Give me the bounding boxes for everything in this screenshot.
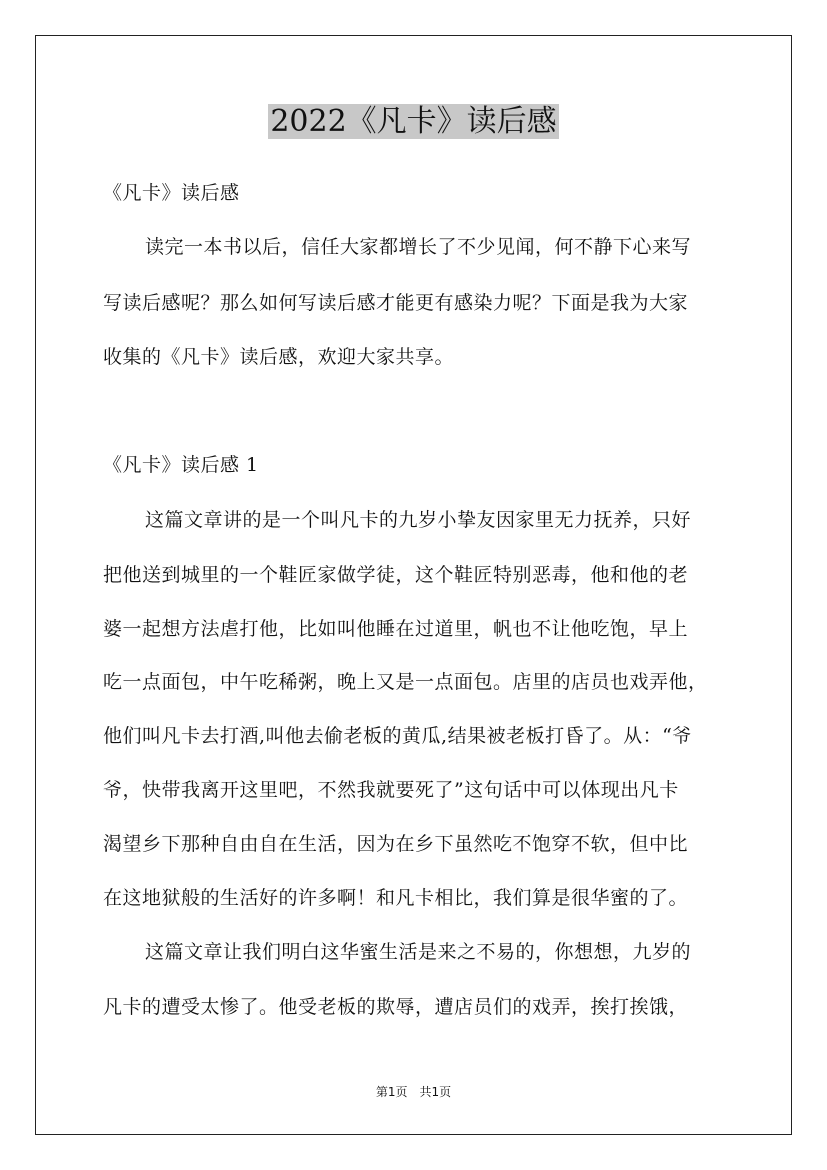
page-footer: 第1页 共1页 — [375, 1085, 452, 1099]
para1-line: 渴望乡下那种自由自在生活，因为在乡下虽然吃不饱穿不软，但中比 — [103, 833, 689, 855]
intro-line: 收集的《凡卡》读后感，欢迎大家共享。 — [103, 346, 455, 368]
document-title-text: 2022《凡卡》读后感 — [270, 104, 557, 139]
para1-line: 吃一点面包，中午吃稀粥，晚上又是一点面包。店里的店员也戏弄他， — [103, 671, 708, 693]
para2-line: 这篇文章让我们明白这华蜜生活是来之不易的，你想想，九岁的 — [145, 941, 692, 963]
para1-line: 把他送到城里的一个鞋匠家做学徒，这个鞋匠特别恶毒，他和他的老 — [103, 564, 689, 586]
para2-line: 凡卡的遭受太惨了。他受老板的欺辱，遭店员们的戏弄，挨打挨饿， — [103, 996, 689, 1018]
intro-line: 读完一本书以后，信任大家都增长了不少见闻，何不静下心来写 — [145, 236, 692, 258]
para1-line: 婆一起想方法虐打他，比如叫他睡在过道里，帆也不让他吃饱，早上 — [103, 618, 689, 640]
para1-line: 爷，快带我离开这里吧，不然我就要死了”这句话中可以体现出凡卡 — [103, 779, 679, 801]
intro-line: 写读后感呢？那么如何写读后感才能更有感染力呢？下面是我为大家 — [103, 292, 689, 314]
section-heading: 《凡卡》读后感 1 — [103, 454, 259, 476]
subtitle: 《凡卡》读后感 — [103, 182, 240, 204]
para1-line: 这篇文章讲的是一个叫凡卡的九岁小挚友因家里无力抚养，只好 — [145, 509, 692, 531]
para1-line: 他们叫凡卡去打酒,叫他去偷老板的黄瓜,结果被老板打昏了。从：“爷 — [103, 725, 692, 747]
document-title — [0, 100, 827, 144]
para1-line: 在这地狱般的生活好的许多啊！和凡卡相比，我们算是很华蜜的了。 — [103, 887, 689, 909]
